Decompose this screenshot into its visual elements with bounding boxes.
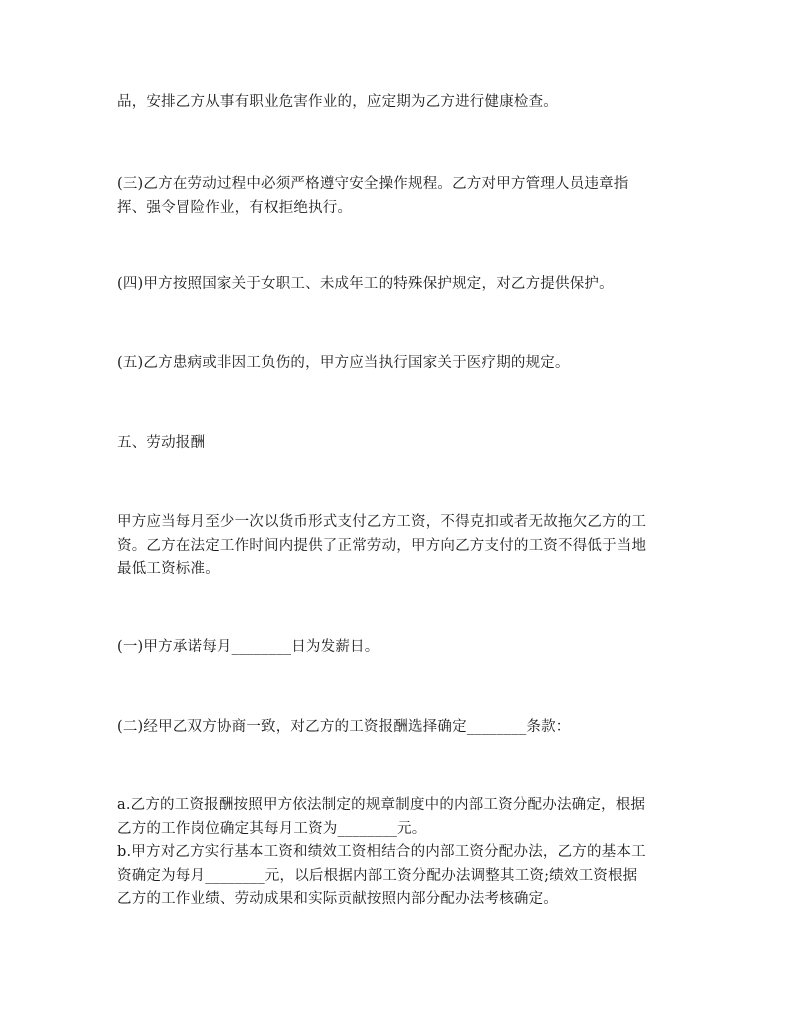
text-line: (三)乙方在劳动过程中必须严格遵守安全操作规程。乙方对甲方管理人员违章指 — [117, 176, 629, 192]
text-line: 乙方的工作业绩、劳动成果和实际贡献按照内部分配办法考核确定。 — [117, 891, 558, 907]
text-line: (五)乙方患病或非因工负伤的，甲方应当执行国家关于医疗期的规定。 — [117, 355, 570, 371]
paragraph-medical-period — [117, 352, 697, 376]
text-line: (二)经甲乙双方协商一致，对乙方的工资报酬选择确定________条款： — [117, 719, 571, 735]
paragraph-wage-payment — [117, 511, 697, 582]
text-line: 资。乙方在法定工作时间内提供了正常劳动，甲方向乙方支付的工资不得低于当地 — [117, 537, 647, 554]
text-line: b.甲方对乙方实行基本工资和绩效工资相结合的内部工资分配办法，乙方的基本工 — [117, 844, 646, 860]
section-heading-remuneration — [117, 432, 697, 456]
paragraph-wage-option — [117, 716, 697, 740]
text-line: 资确定为每月________元，以后根据内部工资分配办法调整其工资;绩效工资根据 — [117, 867, 638, 884]
text-line: 甲方应当每月至少一次以货币形式支付乙方工资，不得克扣或者无故拖欠乙方的工 — [117, 514, 647, 530]
paragraph-payday — [117, 636, 697, 660]
text-line: (四)甲方按照国家关于女职工、未成年工的特殊保护规定，对乙方提供保护。 — [117, 276, 614, 292]
paragraph-wage-methods — [117, 794, 697, 912]
text-line: 乙方的工作岗位确定其每月工资为________元。 — [117, 820, 427, 837]
paragraph-special-protection — [117, 273, 697, 297]
text-line: 品，安排乙方从事有职业危害作业的，应定期为乙方进行健康检查。 — [117, 94, 558, 110]
paragraph-safety-rules — [117, 173, 697, 220]
section-heading: 五、劳动报酬 — [117, 435, 206, 451]
text-line: 挥、强令冒险作业，有权拒绝执行。 — [117, 199, 353, 216]
text-line: 最低工资标准。 — [117, 561, 220, 577]
paragraph-health-check — [117, 91, 697, 115]
text-line: (一)甲方承诺每月________日为发薪日。 — [117, 639, 380, 655]
text-line: a.乙方的工资报酬按照甲方依法制定的规章制度中的内部工资分配办法确定，根据 — [117, 797, 646, 813]
